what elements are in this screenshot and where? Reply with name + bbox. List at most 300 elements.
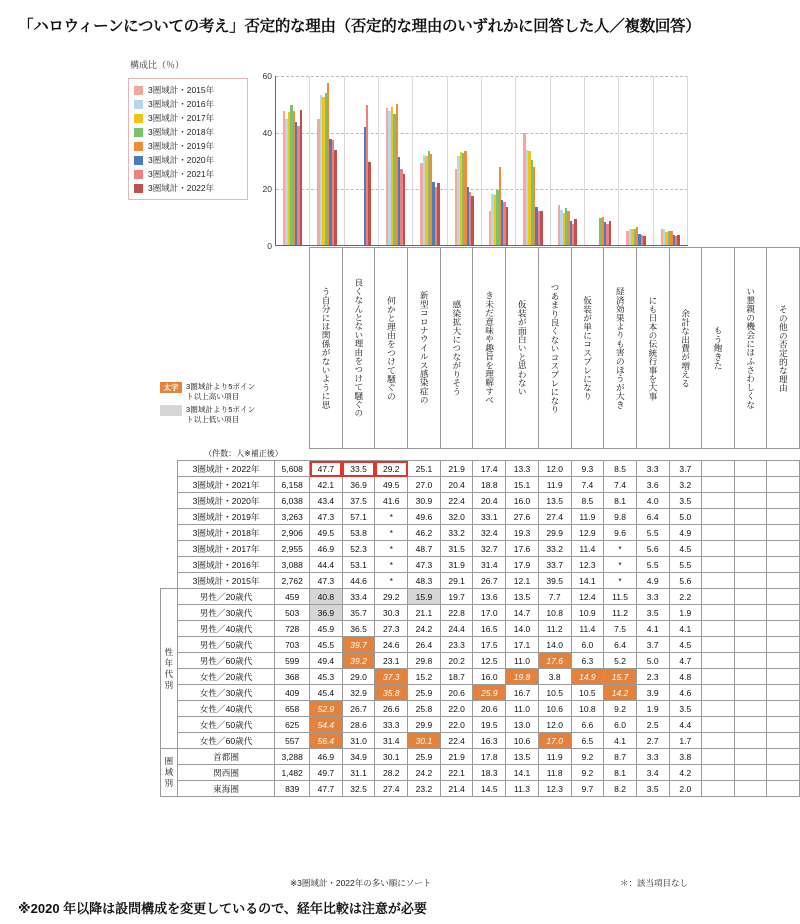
row-count: 625 bbox=[275, 717, 310, 733]
table-cell: 16.5 bbox=[473, 621, 506, 637]
table-cell-empty bbox=[734, 557, 767, 573]
table-cell-empty bbox=[702, 781, 735, 797]
table-cell: 47.3 bbox=[310, 509, 343, 525]
table-cell: 17.1 bbox=[506, 637, 539, 653]
column-header: 何かと理由をつけて騒ぐの bbox=[375, 248, 408, 449]
table-cell: 42.1 bbox=[310, 477, 343, 493]
table-cell: 26.7 bbox=[342, 701, 375, 717]
table-cell: 5.5 bbox=[669, 557, 702, 573]
bar-group bbox=[345, 76, 379, 245]
table-cell: 19.3 bbox=[506, 525, 539, 541]
table-cell: 40.8 bbox=[310, 589, 343, 605]
table-cell: 4.1 bbox=[604, 733, 637, 749]
table-cell: 48.7 bbox=[408, 541, 441, 557]
table-row bbox=[161, 493, 800, 509]
table-cell-empty bbox=[702, 525, 735, 541]
table-cell: 22.4 bbox=[440, 493, 473, 509]
table-cell: 30.9 bbox=[408, 493, 441, 509]
row-count: 1,482 bbox=[275, 765, 310, 781]
table-cell-empty bbox=[702, 733, 735, 749]
table-cell: 4.1 bbox=[669, 621, 702, 637]
row-count: 839 bbox=[275, 781, 310, 797]
table-cell-empty bbox=[767, 493, 800, 509]
table-cell: 56.4 bbox=[310, 733, 343, 749]
table-cell: 14.1 bbox=[571, 573, 604, 589]
table-cell: 21.4 bbox=[440, 781, 473, 797]
table-cell: 5.5 bbox=[636, 525, 669, 541]
table-cell: 32.0 bbox=[440, 509, 473, 525]
table-cell-empty bbox=[767, 525, 800, 541]
table-cell-empty bbox=[767, 765, 800, 781]
table-cell: 36.5 bbox=[342, 621, 375, 637]
table-cell-empty bbox=[734, 493, 767, 509]
row-count: 2,906 bbox=[275, 525, 310, 541]
table-cell: 4.5 bbox=[669, 541, 702, 557]
table-cell: * bbox=[375, 509, 408, 525]
table-cell-empty bbox=[702, 509, 735, 525]
row-count: 2,762 bbox=[275, 573, 310, 589]
row-label: 女性／30歳代 bbox=[177, 685, 274, 701]
row-label: 3圏域計・2018年 bbox=[177, 525, 274, 541]
table-cell: 26.7 bbox=[473, 573, 506, 589]
table-cell: 9.2 bbox=[571, 749, 604, 765]
table-cell-empty bbox=[767, 621, 800, 637]
table-cell: 49.4 bbox=[310, 653, 343, 669]
table-cell: 17.5 bbox=[473, 637, 506, 653]
table-cell: 13.5 bbox=[506, 749, 539, 765]
count-header bbox=[275, 248, 310, 449]
table-cell: 4.1 bbox=[636, 621, 669, 637]
table-cell: 17.4 bbox=[473, 461, 506, 477]
table-cell: 26.4 bbox=[408, 637, 441, 653]
table-cell: 12.4 bbox=[571, 589, 604, 605]
table-cell: 21.9 bbox=[440, 461, 473, 477]
table-cell: 29.2 bbox=[375, 461, 408, 477]
table-cell-empty bbox=[767, 589, 800, 605]
table-cell-empty bbox=[767, 653, 800, 669]
table-cell: 10.6 bbox=[506, 733, 539, 749]
spacer-cell bbox=[440, 449, 473, 461]
table-cell: 22.8 bbox=[440, 605, 473, 621]
table-cell: 5.0 bbox=[636, 653, 669, 669]
table-cell: * bbox=[604, 573, 637, 589]
bar-group bbox=[379, 76, 413, 245]
table-cell-empty bbox=[767, 461, 800, 477]
table-cell: 15.1 bbox=[506, 477, 539, 493]
table-row bbox=[161, 749, 800, 765]
table-cell-empty bbox=[702, 637, 735, 653]
table-cell: 7.7 bbox=[538, 589, 571, 605]
table-cell: 11.2 bbox=[604, 605, 637, 621]
row-label: 3圏域計・2020年 bbox=[177, 493, 274, 509]
table-cell: 34.9 bbox=[342, 749, 375, 765]
table-cell: 14.0 bbox=[506, 621, 539, 637]
table-cell: 23.3 bbox=[440, 637, 473, 653]
column-header: もう飽きた bbox=[702, 248, 735, 449]
table-cell: 9.6 bbox=[604, 525, 637, 541]
table-cell: 57.1 bbox=[342, 509, 375, 525]
table-cell: 13.5 bbox=[506, 589, 539, 605]
table-cell-empty bbox=[767, 717, 800, 733]
table-cell: 49.5 bbox=[375, 477, 408, 493]
table-cell: 7.4 bbox=[571, 477, 604, 493]
table-cell: 32.9 bbox=[342, 685, 375, 701]
table-cell: 11.5 bbox=[604, 589, 637, 605]
table-cell: 17.0 bbox=[538, 733, 571, 749]
table-cell: 10.8 bbox=[571, 701, 604, 717]
table-cell-empty bbox=[734, 717, 767, 733]
row-label: 女性／20歳代 bbox=[177, 669, 274, 685]
row-label: 女性／40歳代 bbox=[177, 701, 274, 717]
table-cell: 33.4 bbox=[342, 589, 375, 605]
table-cell-empty bbox=[767, 573, 800, 589]
table-cell-empty bbox=[767, 781, 800, 797]
table-row bbox=[161, 669, 800, 685]
table-cell-empty bbox=[702, 765, 735, 781]
table-cell: 21.9 bbox=[440, 749, 473, 765]
column-header: にも日本の伝統行事を大事 bbox=[636, 248, 669, 449]
table-cell: 10.5 bbox=[538, 685, 571, 701]
table-row bbox=[161, 621, 800, 637]
table-cell: 49.7 bbox=[310, 765, 343, 781]
table-cell: 29.9 bbox=[408, 717, 441, 733]
table-cell: 47.7 bbox=[310, 781, 343, 797]
table-cell: 11.4 bbox=[571, 541, 604, 557]
table-cell: 52.3 bbox=[342, 541, 375, 557]
table-cell-empty bbox=[702, 653, 735, 669]
table-cell: 6.3 bbox=[571, 653, 604, 669]
table-cell: 6.6 bbox=[571, 717, 604, 733]
table-cell: 3.2 bbox=[669, 477, 702, 493]
table-cell-empty bbox=[734, 541, 767, 557]
column-header: 仮装が単にコスプレになり bbox=[571, 248, 604, 449]
legend-item bbox=[134, 125, 242, 139]
table-cell: 3.7 bbox=[669, 461, 702, 477]
table-cell: 29.2 bbox=[375, 589, 408, 605]
table-cell: 6.4 bbox=[604, 637, 637, 653]
table-cell: 13.6 bbox=[473, 589, 506, 605]
table-cell: 18.3 bbox=[473, 765, 506, 781]
table-cell: 25.9 bbox=[408, 685, 441, 701]
bar-group bbox=[551, 76, 585, 245]
bar bbox=[403, 174, 405, 245]
table-row bbox=[161, 509, 800, 525]
table-cell: 32.4 bbox=[473, 525, 506, 541]
table-cell: 11.9 bbox=[571, 509, 604, 525]
bar bbox=[471, 196, 473, 245]
table-cell: 3.8 bbox=[669, 749, 702, 765]
bar bbox=[540, 211, 542, 245]
table-cell: 39.5 bbox=[538, 573, 571, 589]
table-cell: 27.6 bbox=[506, 509, 539, 525]
table-cell-empty bbox=[702, 669, 735, 685]
table-cell: 46.9 bbox=[310, 749, 343, 765]
table-cell: 6.5 bbox=[571, 733, 604, 749]
emphasis-legend bbox=[160, 382, 258, 428]
row-count: 3,263 bbox=[275, 509, 310, 525]
table-cell: 33.1 bbox=[473, 509, 506, 525]
table-cell: 2.2 bbox=[669, 589, 702, 605]
table-cell: 3.3 bbox=[636, 589, 669, 605]
table-cell: 28.2 bbox=[375, 765, 408, 781]
table-cell-empty bbox=[734, 685, 767, 701]
table-cell: 12.5 bbox=[473, 653, 506, 669]
table-cell-empty bbox=[734, 765, 767, 781]
table-cell: 47.3 bbox=[310, 573, 343, 589]
table-cell: 45.4 bbox=[310, 685, 343, 701]
table-cell: 1.7 bbox=[669, 733, 702, 749]
chart-plot-area bbox=[262, 71, 688, 251]
table-cell-empty bbox=[702, 701, 735, 717]
table-cell: 29.9 bbox=[538, 525, 571, 541]
table-cell: 5.6 bbox=[636, 541, 669, 557]
table-row bbox=[161, 765, 800, 781]
table-cell: 14.0 bbox=[538, 637, 571, 653]
table-cell-empty bbox=[734, 621, 767, 637]
table-cell: 21.1 bbox=[408, 605, 441, 621]
column-header: 感染拡大につながりそう bbox=[440, 248, 473, 449]
table-cell-empty bbox=[702, 461, 735, 477]
spacer-cell bbox=[702, 449, 735, 461]
column-header: つあまり良くないコスプレになり bbox=[538, 248, 571, 449]
table-cell: 31.0 bbox=[342, 733, 375, 749]
table-cell: 3.5 bbox=[636, 605, 669, 621]
table-cell: 5.6 bbox=[669, 573, 702, 589]
table-cell: * bbox=[604, 557, 637, 573]
table-cell: * bbox=[375, 557, 408, 573]
table-cell: 39.7 bbox=[342, 637, 375, 653]
table-cell: 14.1 bbox=[506, 765, 539, 781]
table-row bbox=[161, 525, 800, 541]
table-cell: 10.6 bbox=[538, 701, 571, 717]
table-cell: 37.5 bbox=[342, 493, 375, 509]
row-group-label: 性年代別 bbox=[161, 589, 178, 749]
table-cell: 4.9 bbox=[636, 573, 669, 589]
table-cell: 20.6 bbox=[473, 701, 506, 717]
legend-item bbox=[134, 153, 242, 167]
row-count: 703 bbox=[275, 637, 310, 653]
table-cell: 2.3 bbox=[636, 669, 669, 685]
bar bbox=[437, 183, 439, 245]
table-cell-empty bbox=[767, 477, 800, 493]
table-row bbox=[161, 685, 800, 701]
legend-swatch-icon bbox=[134, 86, 143, 95]
table-cell: 11.3 bbox=[506, 781, 539, 797]
table-row bbox=[161, 717, 800, 733]
table-cell: 11.2 bbox=[538, 621, 571, 637]
column-header: う自分には関係がないように思 bbox=[310, 248, 343, 449]
table-cell: 13.3 bbox=[506, 461, 539, 477]
table-cell-empty bbox=[702, 557, 735, 573]
table-cell: 8.5 bbox=[571, 493, 604, 509]
column-header: 新型コロナウイルス感染症の bbox=[408, 248, 441, 449]
column-header: い懇親の機会にはふさわしくな bbox=[734, 248, 767, 449]
bar-group bbox=[654, 76, 688, 245]
table-cell: 4.9 bbox=[669, 525, 702, 541]
bar bbox=[574, 219, 576, 245]
table-cell: 18.8 bbox=[473, 477, 506, 493]
table-cell-empty bbox=[702, 477, 735, 493]
table-cell: 11.0 bbox=[506, 701, 539, 717]
table-cell: 12.0 bbox=[538, 717, 571, 733]
y-tick-label: 0 bbox=[267, 241, 272, 251]
table-cell-empty bbox=[734, 637, 767, 653]
table-cell: * bbox=[375, 573, 408, 589]
spacer-cell bbox=[473, 449, 506, 461]
table-cell: * bbox=[375, 541, 408, 557]
emphasis-legend-text: 3圏域計より5ポイント以上高い項目 bbox=[186, 382, 256, 401]
table-cell-empty bbox=[734, 781, 767, 797]
row-count: 2,955 bbox=[275, 541, 310, 557]
table-cell: 53.8 bbox=[342, 525, 375, 541]
table-cell: 1.9 bbox=[669, 605, 702, 621]
table-cell-empty bbox=[702, 589, 735, 605]
y-tick-label: 20 bbox=[262, 184, 272, 195]
table-cell: 36.9 bbox=[310, 605, 343, 621]
legend-swatch-icon bbox=[134, 184, 143, 193]
table-cell-empty bbox=[734, 701, 767, 717]
legend-item bbox=[134, 111, 242, 125]
table-cell: 7.4 bbox=[604, 477, 637, 493]
bar-group bbox=[585, 76, 619, 245]
table-cell: 27.3 bbox=[375, 621, 408, 637]
row-count: 503 bbox=[275, 605, 310, 621]
bar bbox=[334, 150, 336, 245]
table-cell: 26.6 bbox=[375, 701, 408, 717]
table-cell: 11.8 bbox=[538, 765, 571, 781]
sort-note: ※3圏域計・2022年の多い順にソート bbox=[290, 878, 432, 888]
bar bbox=[506, 207, 508, 245]
table-cell: 25.1 bbox=[408, 461, 441, 477]
row-label: 男性／30歳代 bbox=[177, 605, 274, 621]
table-cell: 35.8 bbox=[375, 685, 408, 701]
table-cell: 4.0 bbox=[636, 493, 669, 509]
legend-item bbox=[134, 97, 242, 111]
table-cell-empty bbox=[702, 749, 735, 765]
table-cell: 17.6 bbox=[506, 541, 539, 557]
table-cell: 3.5 bbox=[669, 493, 702, 509]
table-cell-empty bbox=[767, 557, 800, 573]
emphasis-legend-row bbox=[160, 382, 258, 402]
table-cell: 17.9 bbox=[506, 557, 539, 573]
legend-label: 3圏域計・2017年 bbox=[148, 113, 215, 123]
table-cell: 31.9 bbox=[440, 557, 473, 573]
table-cell-empty bbox=[734, 653, 767, 669]
bar bbox=[677, 235, 679, 245]
table-cell-empty bbox=[767, 701, 800, 717]
table-cell: 46.2 bbox=[408, 525, 441, 541]
legend-item bbox=[134, 181, 242, 195]
table-cell: 2.7 bbox=[636, 733, 669, 749]
table-row bbox=[161, 701, 800, 717]
table-cell: 13.5 bbox=[538, 493, 571, 509]
table-cell: 6.4 bbox=[636, 509, 669, 525]
sort-note-2: ＊：該当項目なし bbox=[620, 878, 689, 888]
column-header: 経済効果よりも害のほうが大き bbox=[604, 248, 637, 449]
table-cell: 5.0 bbox=[669, 509, 702, 525]
row-label: 男性／40歳代 bbox=[177, 621, 274, 637]
table-cell: 45.9 bbox=[310, 621, 343, 637]
table-cell-empty bbox=[734, 525, 767, 541]
table-cell: 22.4 bbox=[440, 733, 473, 749]
row-label: 東海圏 bbox=[177, 781, 274, 797]
count-header-row bbox=[161, 449, 800, 461]
table-row bbox=[161, 781, 800, 797]
table-cell: 14.2 bbox=[604, 685, 637, 701]
table-cell: 30.1 bbox=[375, 749, 408, 765]
table-cell: 47.7 bbox=[310, 461, 343, 477]
table-cell: 5.2 bbox=[604, 653, 637, 669]
table-cell: 16.7 bbox=[506, 685, 539, 701]
table-cell: 17.6 bbox=[538, 653, 571, 669]
table-row bbox=[161, 461, 800, 477]
emphasis-legend-row bbox=[160, 405, 258, 425]
spacer-cell bbox=[669, 449, 702, 461]
row-count: 409 bbox=[275, 685, 310, 701]
emphasis-legend-text: 3圏域計より5ポイント以上低い項目 bbox=[186, 405, 256, 424]
legend-label: 3圏域計・2018年 bbox=[148, 127, 215, 137]
table-cell: 31.1 bbox=[342, 765, 375, 781]
spacer-cell bbox=[571, 449, 604, 461]
table-cell-empty bbox=[734, 461, 767, 477]
table-cell: 25.8 bbox=[408, 701, 441, 717]
spacer-cell bbox=[767, 449, 800, 461]
table-cell: 31.4 bbox=[375, 733, 408, 749]
table-row bbox=[161, 573, 800, 589]
table-cell-empty bbox=[734, 573, 767, 589]
table-cell: 25.9 bbox=[473, 685, 506, 701]
table-cell: 29.1 bbox=[440, 573, 473, 589]
spacer-cell bbox=[538, 449, 571, 461]
row-label: 3圏域計・2019年 bbox=[177, 509, 274, 525]
spacer-cell bbox=[375, 449, 408, 461]
bar-group bbox=[448, 76, 482, 245]
table-cell: 10.9 bbox=[571, 605, 604, 621]
row-count: 5,608 bbox=[275, 461, 310, 477]
table-cell: 52.9 bbox=[310, 701, 343, 717]
table-cell: 33.2 bbox=[440, 525, 473, 541]
table-cell: 22.0 bbox=[440, 701, 473, 717]
table-row bbox=[161, 653, 800, 669]
table-cell: 12.1 bbox=[506, 573, 539, 589]
spacer-cell bbox=[342, 449, 375, 461]
table-cell: 8.2 bbox=[604, 781, 637, 797]
table-cell-empty bbox=[767, 685, 800, 701]
table-cell-empty bbox=[767, 637, 800, 653]
table-cell-empty bbox=[734, 605, 767, 621]
table-cell-empty bbox=[702, 717, 735, 733]
table-cell: 6.0 bbox=[604, 717, 637, 733]
table-cell: 20.4 bbox=[440, 477, 473, 493]
row-group-label: 圏域別 bbox=[161, 749, 178, 797]
table-cell: 37.3 bbox=[375, 669, 408, 685]
table-cell: 15.9 bbox=[408, 589, 441, 605]
table-cell: 3.9 bbox=[636, 685, 669, 701]
table-cell: 23.2 bbox=[408, 781, 441, 797]
table-cell: 36.9 bbox=[342, 477, 375, 493]
table-cell: 4.4 bbox=[669, 717, 702, 733]
table-cell: 11.9 bbox=[538, 749, 571, 765]
row-label: 女性／50歳代 bbox=[177, 717, 274, 733]
table-cell: 30.1 bbox=[408, 733, 441, 749]
table-cell: 9.8 bbox=[604, 509, 637, 525]
table-cell-empty bbox=[767, 509, 800, 525]
table-cell: 14.9 bbox=[571, 669, 604, 685]
bar-group bbox=[482, 76, 516, 245]
table-cell: 14.7 bbox=[506, 605, 539, 621]
bar bbox=[300, 110, 302, 245]
table-cell: 33.2 bbox=[538, 541, 571, 557]
